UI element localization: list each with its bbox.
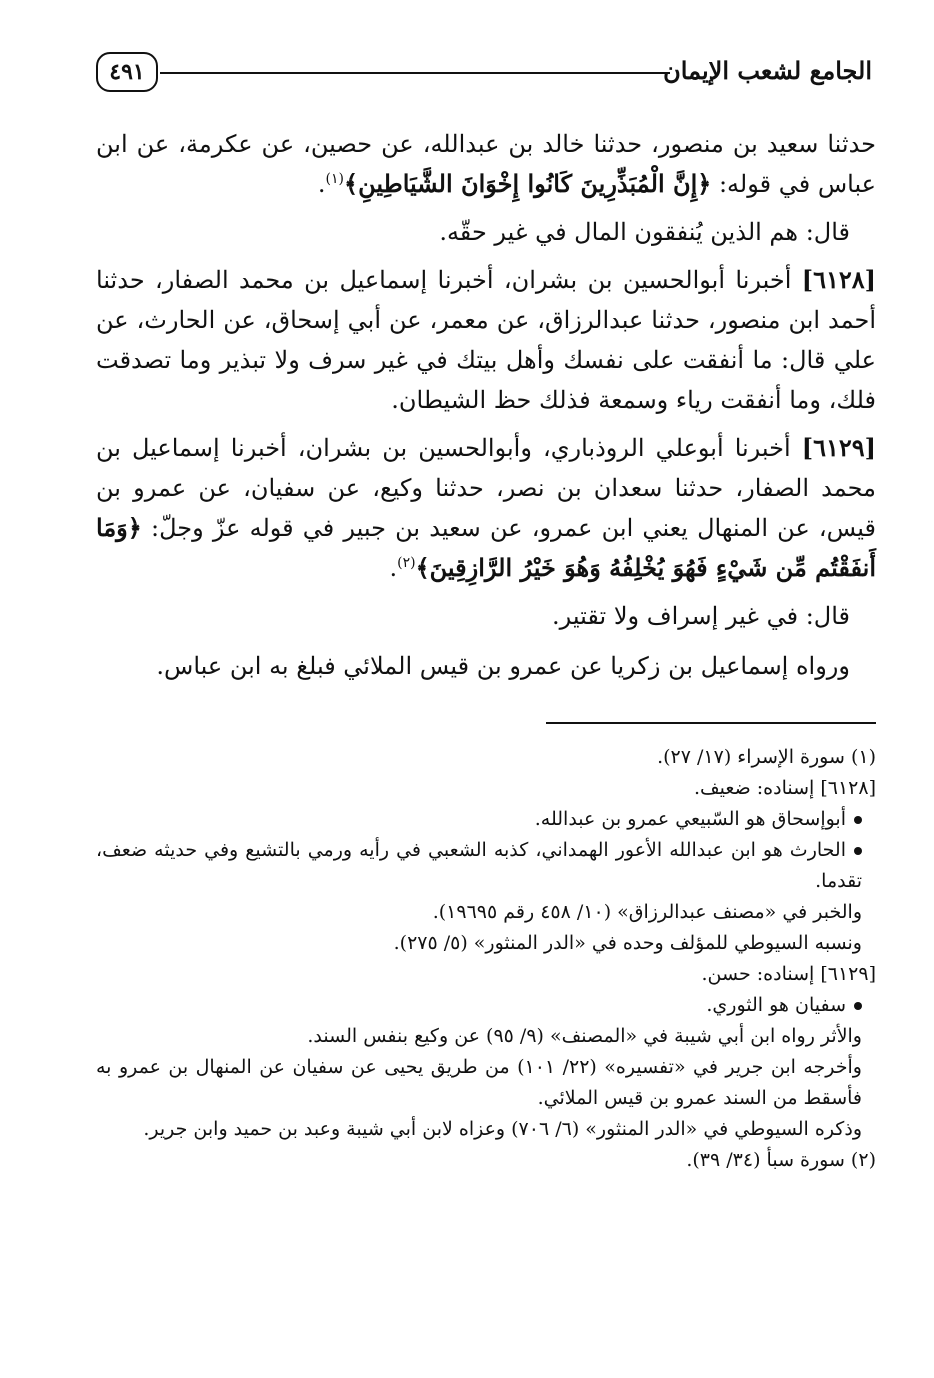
footnote-2: (٢) سورة سبأ (٣٤/ ٣٩). bbox=[686, 1149, 876, 1171]
bullet-icon bbox=[854, 1002, 862, 1010]
hadith-number: [٦١٢٩] bbox=[801, 433, 876, 462]
footnote-6129-grade: [٦١٢٩] إسناده: حسن. bbox=[701, 963, 876, 985]
footnote-separator bbox=[546, 722, 876, 724]
footnotes bbox=[96, 742, 876, 1176]
paragraph-6128 bbox=[96, 260, 876, 420]
hadith-number: [٦١٢٨] bbox=[801, 265, 876, 294]
footnote-bullet bbox=[96, 804, 876, 835]
paragraph-end: . bbox=[317, 170, 326, 198]
header-rule bbox=[160, 72, 670, 74]
paragraph-2: قال: هم الذين يُنفقون المال في غير حقّه. bbox=[439, 218, 850, 246]
footnote-text: أبوإسحاق هو السّبيعي عمرو بن عبدالله. bbox=[534, 808, 846, 830]
footnote-line: وذكره السيوطي في «الدر المنثور» (٦/ ٧٠٦) وعزاه لابن أبي شيبة وعبد بن حميد وابن جرير. bbox=[143, 1118, 862, 1140]
quran-verse: ﴿وَمَا أَنفَقْتُم مِّن شَيْءٍ فَهُوَ يُخْلِفُهُ وَهُوَ خَيْرُ الرَّازِقِينَ﴾ bbox=[96, 513, 876, 582]
paragraph-text: حدثنا سعيد بن منصور، حدثنا خالد بن عبدالله، عن حصين، عن عكرمة، عن ابن عباس في قوله: bbox=[96, 130, 876, 198]
paragraph-6: ورواه إسماعيل بن زكريا عن عمرو بن قيس الملائي فبلغ به ابن عباس. bbox=[156, 652, 850, 680]
book-page bbox=[96, 50, 876, 1310]
main-text bbox=[96, 124, 876, 686]
book-title: الجامع لشعب الإيمان bbox=[663, 56, 872, 85]
footnote-bullet bbox=[96, 990, 876, 1021]
paragraph-text: أخبرنا أبوعلي الروذباري، وأبوالحسين بن بشران، أخبرنا إسماعيل بن محمد الصفار، حدثنا سعدان بن نصر، حدثنا وكيع، عن سفيان، عن عمرو بن قيس، عن المنهال يعني ابن عمرو، عن سعيد بن جبير في قوله عزّ وجلّ: bbox=[96, 434, 876, 542]
quran-verse: ﴿إِنَّ الْمُبَذِّرِينَ كَانُوا إِخْوَانَ الشَّيَاطِينِ﴾ bbox=[344, 169, 712, 198]
bullet-icon bbox=[854, 816, 862, 824]
footnote-line: وأخرجه ابن جرير في «تفسيره» (٢٢/ ١٠١) من طريق يحيى عن سفيان عن المنهال بن عمرو به فأسقط من السند عمرو بن قيس الملائي. bbox=[96, 1056, 862, 1109]
footnote-marker: (٢) bbox=[397, 555, 416, 571]
page-number: ٤٩١ bbox=[96, 52, 158, 92]
footnote-line: والأثر رواه ابن أبي شيبة في «المصنف» (٩/ ٩٥) عن وكيع بنفس السند. bbox=[307, 1025, 862, 1047]
footnote-marker: (١) bbox=[325, 171, 345, 187]
footnote-line: والخبر في «مصنف عبدالرزاق» (١٠/ ٤٥٨ رقم ١٩٦٩٥). bbox=[432, 901, 862, 923]
paragraph-text: أخبرنا أبوالحسين بن بشران، أخبرنا إسماعيل بن محمد الصفار، حدثنا أحمد ابن منصور، حدثنا عبدالرزاق، عن معمر، عن أبي إسحاق، عن الحارث، عن علي قال: ما أنفقت على نفسك وأهل بيتك في غير سرف ولا تبذير وما تصدقت فلك، وما أنفقت رياء وسمعة فذلك حظ الشيطان. bbox=[96, 266, 876, 414]
paragraph-end: . bbox=[389, 554, 398, 582]
footnote-text: سفيان هو الثوري. bbox=[706, 994, 846, 1016]
footnote-bullet bbox=[96, 835, 876, 897]
paragraph-5: قال: في غير إسراف ولا تقتير. bbox=[552, 602, 850, 630]
bullet-icon bbox=[854, 847, 862, 855]
footnote-text: الحارث هو ابن عبدالله الأعور الهمداني، كذبه الشعبي في رأيه ورمي بالتشيع وفي حديثه ضعف، تقدما. bbox=[96, 839, 862, 892]
footnote-6128-grade: [٦١٢٨] إسناده: ضعيف. bbox=[693, 777, 876, 799]
footnote-line: ونسبه السيوطي للمؤلف وحده في «الدر المنثور» (٥/ ٢٧٥). bbox=[393, 932, 862, 954]
paragraph-6129 bbox=[96, 428, 876, 588]
paragraph-1 bbox=[96, 124, 876, 204]
running-header bbox=[96, 50, 876, 110]
footnote-1: (١) سورة الإسراء (١٧/ ٢٧). bbox=[657, 746, 876, 768]
